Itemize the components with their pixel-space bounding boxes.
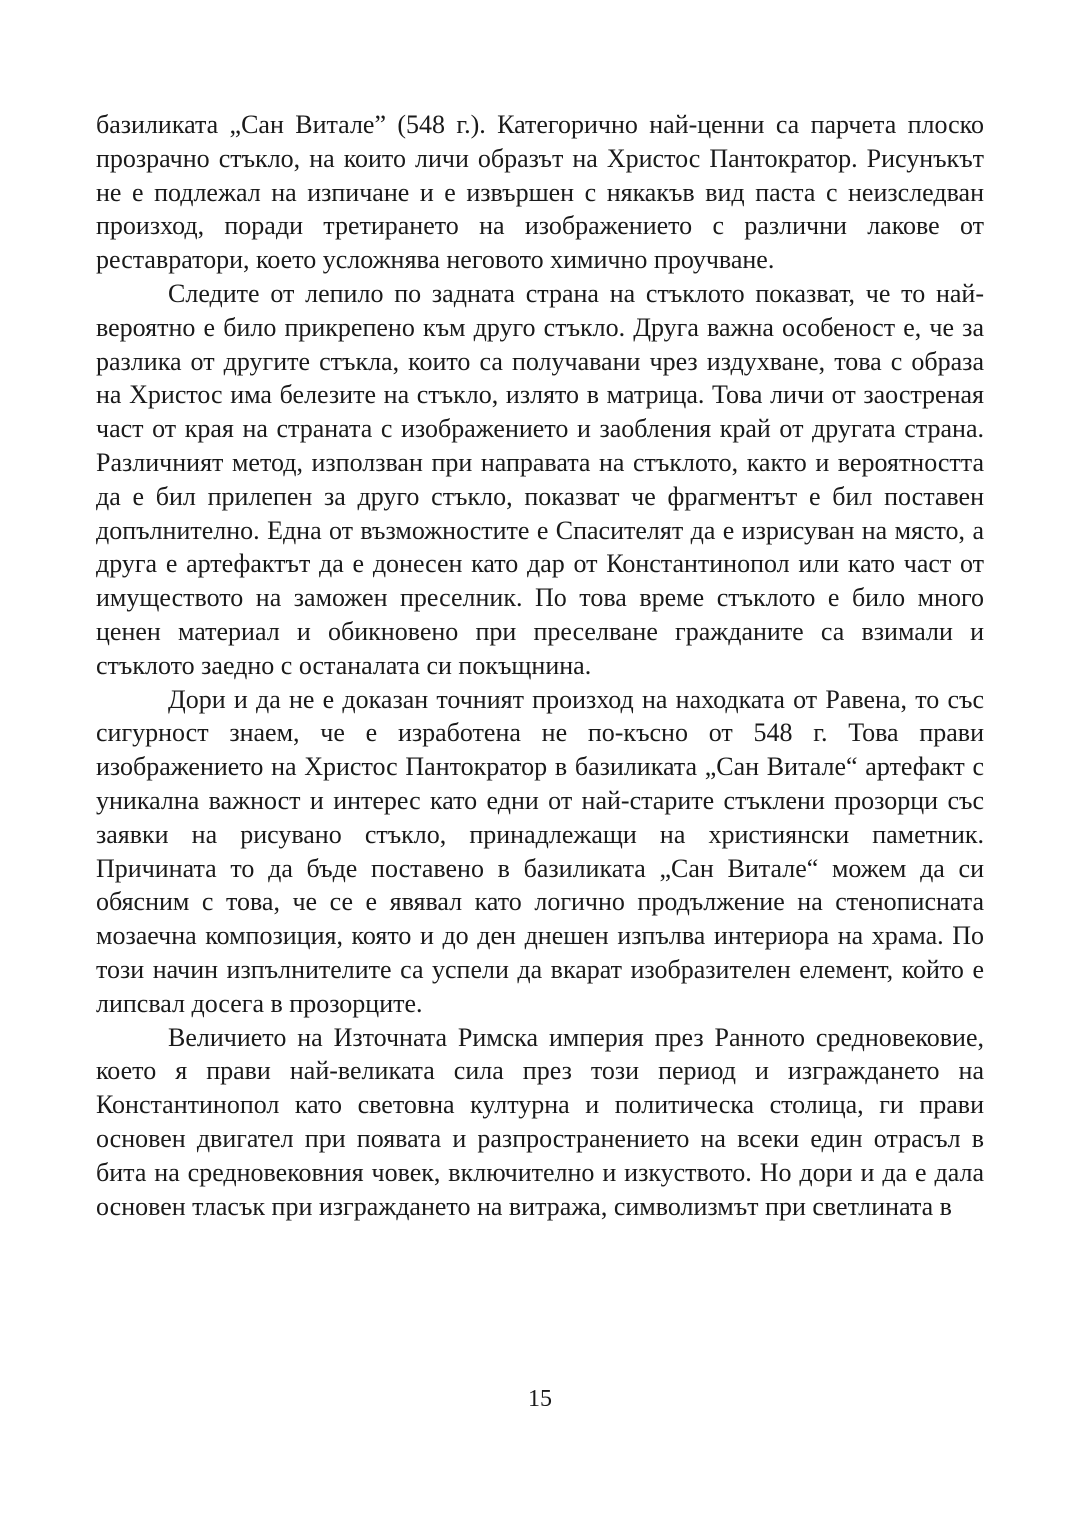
- paragraph-4: Величието на Източната Римска империя през Ранното средновековие, което я прави най-великата сила през този период и изграждането на Константинопол като световна културна и политическа столица, ги прави основен двигател при появата и разпространението на всеки един отрасъл в бита на средновековния човек, включително и изкуството. Но дори и да е дала основен тласък при изграждането на витража, символизмът при светлината в: [96, 1022, 984, 1221]
- page-number: 15: [528, 1386, 552, 1412]
- body-text: [96, 108, 984, 1223]
- paragraph-2: Следите от лепило по задната страна на стъклото показват, че то най-вероятно е било прикрепено към друго стъкло. Друга важна особеност е, че за разлика от другите стъкла, които са получавани чрез издухване, това с образа на Христос има белезите на стъкло, излято в матрица. Това личи от заостреная част от края на страната с изображението и заобления край от другата страна. Различният метод, използван при направата на стъклото, както и вероятността да е бил прилепен за друго стъкло, показват че фрагментът е бил поставен допълнително. Една от възможностите е Спасителят да е изрисуван на място, а друга е артефактът да е донесен като дар от Константинопол или като част от имуществото на заможен преселник. По това време стъклото е било много ценен материал и обикновено при преселване гражданите са взимали и стъклото заедно с останалата си покъщнина.: [96, 278, 984, 680]
- paragraph-1: базиликата „Сан Витале” (548 г.). Категорично най-ценни са парчета плоско прозрачно стъкло, на които личи образът на Христос Пантократор. Рисунъкът не е подлежал на изпичане и е извършен с някакъв вид паста с неизследван произход, поради третирането на изображението с различни лакове от реставратори, което усложнява неговото химично проучване.: [96, 110, 984, 275]
- paragraph-3: Дори и да не е доказан точният произход на находката от Равена, то със сигурност знаем, че е изработена не по-късно от 548 г. Това прави изображението на Христос Пантократор в базиликата „Сан Витале“ артефакт с уникална важност и интерес като едни от най-старите стъклени прозорци със заявки на рисувано стъкло, принадлежащи на християнски паметник. Причината то да бъде поставено в базиликата „Сан Витале“ можем да си обясним с това, че се е явявал като логично продължение на стенописната мозаечна композиция, която и до ден днешен изпълва интериора на храма. По този начин изпълнителите са успели да вкарат изобразителен елемент, който е липсвал досега в прозорците.: [96, 684, 984, 1018]
